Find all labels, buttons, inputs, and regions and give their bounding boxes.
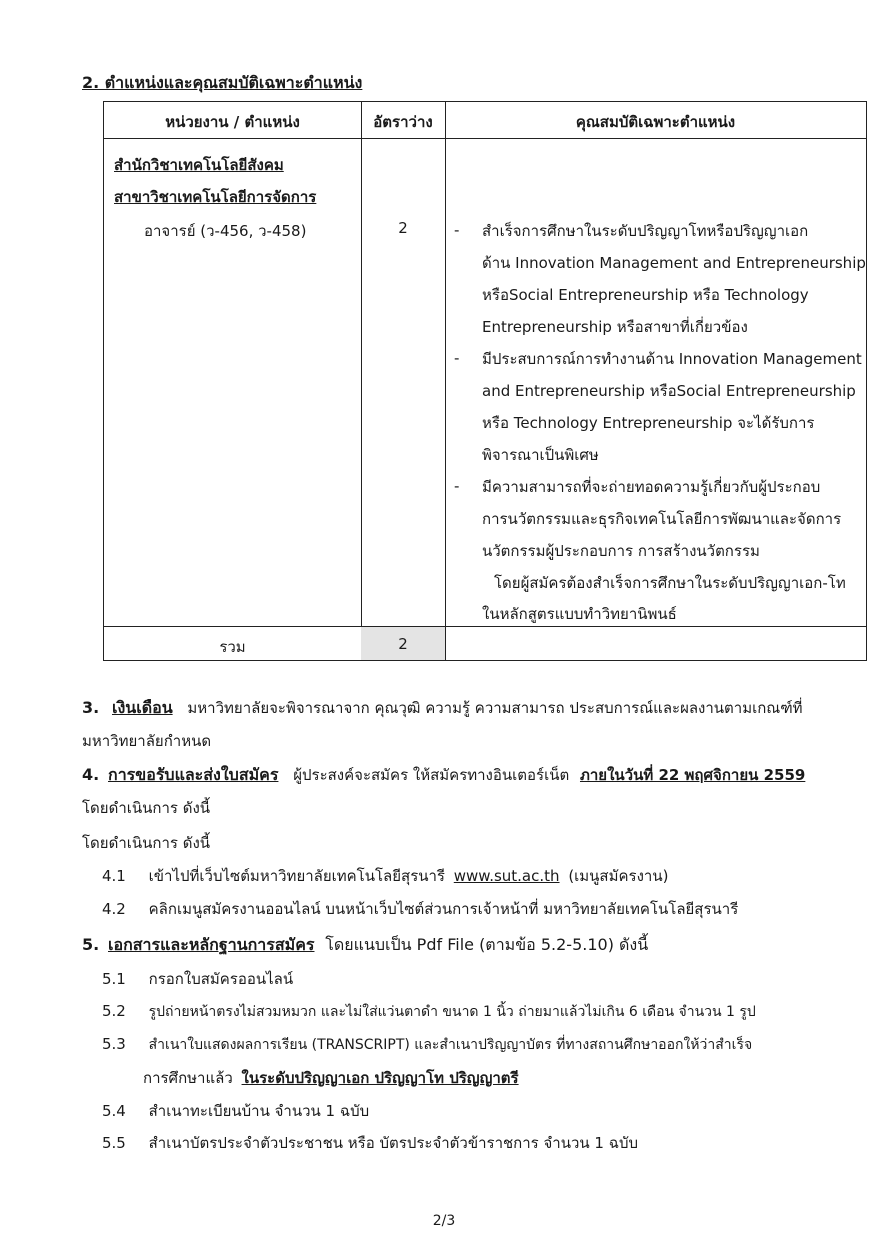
- qualification-line: ด้าน Innovation Management and Entrepreneurship: [482, 254, 866, 272]
- qualification-line: หรือ Technology Entrepreneurship จะได้รับการ: [482, 414, 815, 432]
- qualification-line: and Entrepreneurship หรือSocial Entrepreneurship: [482, 382, 856, 400]
- page-number: 2/3: [432, 1213, 456, 1229]
- header-unit-position: หน่วยงาน / ตำแหน่ง: [165, 113, 300, 131]
- qualification-line: พิจารณาเป็นพิเศษ: [482, 446, 599, 464]
- item-number: 4.1: [102, 867, 126, 885]
- bullet-dash: -: [454, 221, 460, 239]
- item-5-3-cont: [143, 1066, 519, 1090]
- sut-website-link[interactable]: www.sut.ac.th: [453, 867, 560, 885]
- section-3-line-1: [82, 696, 803, 721]
- section-4-line-1: [82, 763, 805, 788]
- qualification-line: สำเร็จการศึกษาในระดับปริญญาโทหรือปริญญาเอก: [482, 222, 809, 240]
- application-deadline: ภายในวันที่ 22 พฤศจิกายน 2559: [579, 766, 806, 784]
- item-text: การศึกษาแล้ว: [143, 1069, 233, 1087]
- item-number: 5.1: [102, 970, 126, 988]
- item-text: สำเนาบัตรประจำตัวประชาชน หรือ บัตรประจำตัวข้าราชการ จำนวน 1 ฉบับ: [148, 1134, 638, 1152]
- item-text: เข้าไปที่เว็บไซต์มหาวิทยาลัยเทคโนโลยีสุรนารี: [148, 867, 445, 885]
- item-text: คลิกเมนูสมัครงานออนไลน์ บนหน้าเว็บไซต์ส่วนการเจ้าหน้าที่ มหาวิทยาลัยเทคโนโลยีสุรนารี: [148, 900, 739, 918]
- total-value: 2: [398, 635, 408, 653]
- item-number: 5.5: [102, 1134, 126, 1152]
- table-header-rule: [104, 138, 866, 139]
- table-total-rule: [104, 626, 866, 627]
- item-5-5: [102, 1131, 638, 1155]
- department-name: สาขาวิชาเทคโนโลยีการจัดการ: [114, 188, 317, 206]
- total-label: รวม: [219, 638, 246, 656]
- header-vacancy: อัตราว่าง: [373, 113, 433, 131]
- item-number: 4.2: [102, 900, 126, 918]
- header-qualifications: คุณสมบัติเฉพาะตำแหน่ง: [575, 113, 736, 131]
- position-table: [103, 101, 867, 661]
- section-3-number: 3.: [82, 698, 100, 717]
- unit-name: สำนักวิชาเทคโนโลยีสังคม: [114, 156, 284, 174]
- qualification-line: หรือSocial Entrepreneurship หรือ Technology: [482, 286, 809, 304]
- section-5-text: โดยแนบเป็น Pdf File (ตามข้อ 5.2-5.10) ดังนี้: [325, 935, 649, 954]
- qualification-line: มีความสามารถที่จะถ่ายทอดความรู้เกี่ยวกับผู้ประกอบ: [482, 478, 821, 496]
- bullet-dash: -: [454, 349, 460, 367]
- section-4-title: การขอรับและส่งใบสมัคร: [108, 765, 279, 784]
- qualification-line: การนวัตกรรมและธุรกิจเทคโนโลยีการพัฒนาและจัดการ: [482, 510, 842, 528]
- qualification-line: Entrepreneurship หรือสาขาที่เกี่ยวข้อง: [482, 318, 748, 336]
- item-5-3: [102, 1034, 752, 1056]
- section-2-heading: 2. ตำแหน่งและคุณสมบัติเฉพาะตำแหน่ง: [82, 73, 363, 92]
- item-number: 5.3: [102, 1035, 126, 1053]
- qualification-note: ในหลักสูตรแบบทำวิทยานิพนธ์: [482, 605, 677, 623]
- item-text: สำเนาใบแสดงผลการเรียน (TRANSCRIPT) และสำเนาปริญญาบัตร ที่ทางสถานศึกษาออกให้ว่าสำเร็จ: [148, 1037, 753, 1053]
- item-number: 5.4: [102, 1102, 126, 1120]
- item-4-2: [102, 897, 738, 921]
- qualification-line: นวัตกรรมผู้ประกอบการ การสร้างนวัตกรรม: [482, 542, 760, 560]
- item-4-1: [102, 864, 668, 888]
- section-4-line-3: โดยดำเนินการ ดังนี้: [82, 834, 211, 852]
- item-number: 5.2: [102, 1002, 126, 1020]
- section-5-title: เอกสารและหลักฐานการสมัคร: [108, 935, 315, 954]
- table-divider: [445, 102, 446, 660]
- item-text: (เมนูสมัครงาน): [568, 867, 669, 885]
- table-divider: [361, 102, 362, 660]
- item-text: กรอกใบสมัครออนไลน์: [148, 970, 294, 988]
- section-3-title: เงินเดือน: [112, 698, 173, 717]
- item-text: รูปถ่ายหน้าตรงไม่สวมหมวก และไม่ใส่แว่นตาดำ ขนาด 1 นิ้ว ถ่ายมาแล้วไม่เกิน 6 เดือน จำนวน 1 รูป: [148, 1004, 756, 1020]
- item-5-1: [102, 967, 293, 991]
- section-3-text: มหาวิทยาลัยจะพิจารณาจาก คุณวุฒิ ความรู้ ความสามารถ ประสบการณ์และผลงานตามเกณฑ์ที่: [187, 699, 803, 717]
- qualification-note: โดยผู้สมัครต้องสำเร็จการศึกษาในระดับปริญญาเอก-โท: [494, 574, 846, 592]
- bullet-dash: -: [454, 477, 460, 495]
- section-4-line-2: โดยดำเนินการ ดังนี้: [82, 799, 211, 817]
- section-5-number: 5.: [82, 935, 100, 954]
- qualification-line: มีประสบการณ์การทำงานด้าน Innovation Management: [482, 350, 862, 368]
- section-4-number: 4.: [82, 765, 100, 784]
- section-4-text: ผู้ประสงค์จะสมัคร ให้สมัครทางอินเตอร์เน็ต: [293, 766, 570, 784]
- vacancy-count: 2: [398, 219, 408, 237]
- position-name: อาจารย์ (ว-456, ว-458): [144, 222, 307, 240]
- section-5-line-1: [82, 933, 648, 958]
- section-3-line-2: มหาวิทยาลัยกำหนด: [82, 732, 212, 750]
- degree-levels: ในระดับปริญญาเอก ปริญญาโท ปริญญาตรี: [241, 1069, 519, 1087]
- item-5-2: [102, 1001, 756, 1023]
- item-5-4: [102, 1099, 369, 1123]
- item-text: สำเนาทะเบียนบ้าน จำนวน 1 ฉบับ: [148, 1102, 370, 1120]
